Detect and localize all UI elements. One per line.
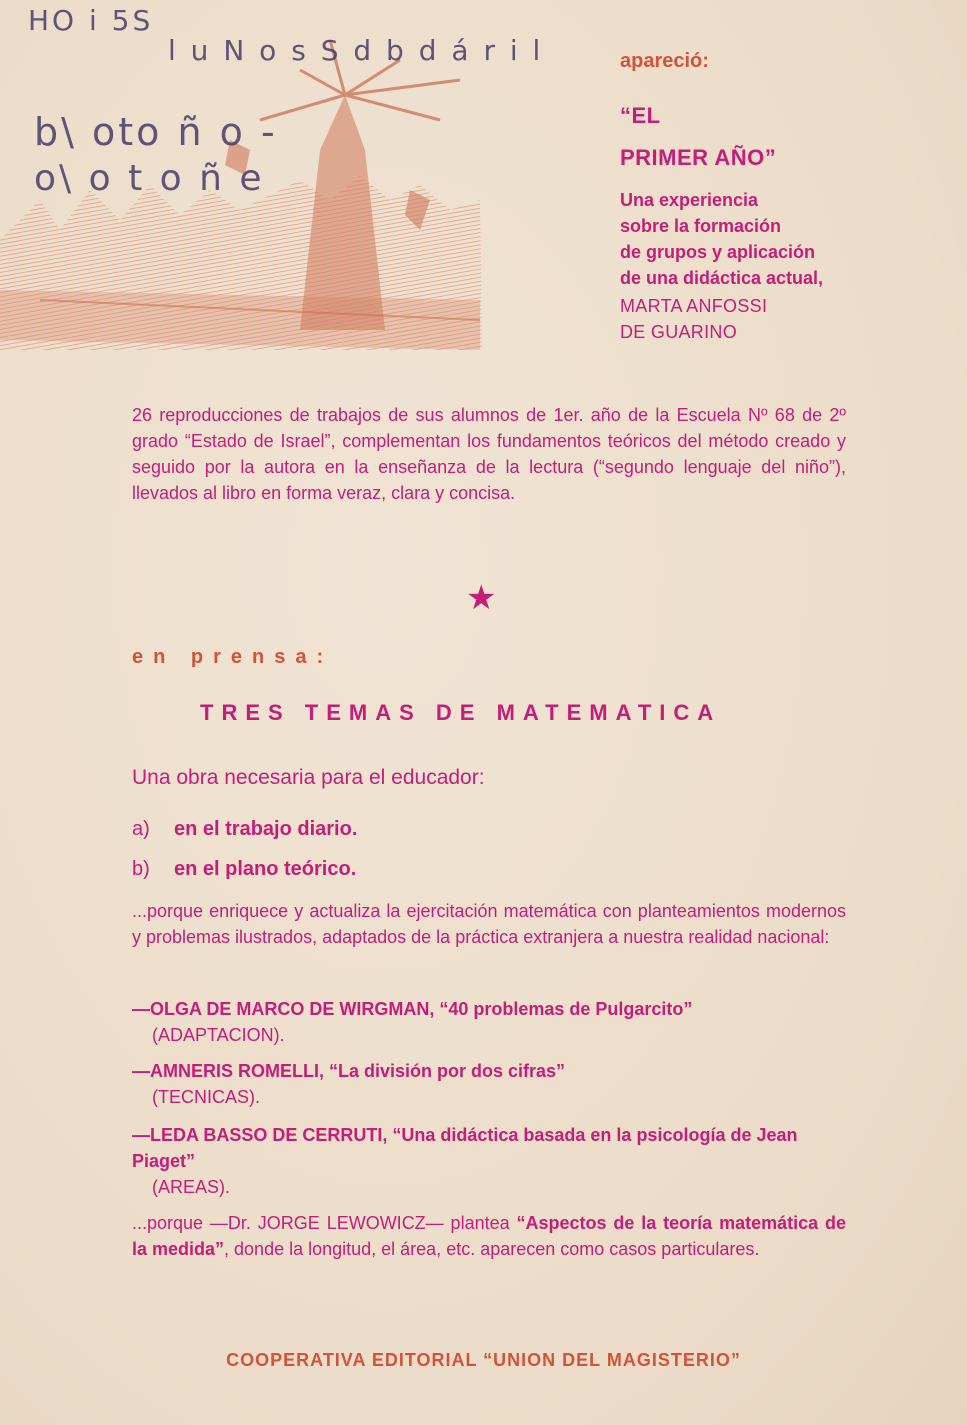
entry-heading: —LEDA BASSO DE CERRUTI, “Una didáctica basada en la psicología de Jean Piaget” [132,1125,798,1171]
publisher-name: COOPERATIVA EDITORIAL “UNION DEL MAGISTERIO” [226,1350,741,1370]
handwritten-note-3: b\ oto ñ o - [34,110,278,154]
entry-category: (TECNICAS). [152,1087,260,1107]
in-press-label: en prensa: [132,646,334,668]
author-entry [132,1058,846,1110]
entry-heading: —AMNERIS ROMELLI, “La división por dos cifras” [132,1061,566,1081]
measure-theory-paragraph [132,1210,846,1262]
description-line-4: de una didáctica actual, [620,267,824,288]
description-line-1: Una experiencia [620,189,759,210]
item-a-marker: a) [132,818,150,840]
book-description [620,187,950,291]
description-line-2: sobre la formación [620,215,782,236]
star-icon: ★ [466,579,497,617]
entry-category: (AREAS). [152,1177,231,1197]
enrichment-paragraph: ...porque enriquece y actualiza la ejercitación matemática con planteamientos modernos y problemas ilustrados, adaptados de la práctica extranjera a nuestra realidad nacional: [132,901,846,947]
reproductions-paragraph: 26 reproducciones de trabajos de sus alumnos de 1er. año de la Escuela Nº 68 de 2º grado “Estado de Israel”, complementan los fundamentos teóricos del método creado y seguido por la autora en la enseñanza de la lectura (“segundo lenguaje del niño”), llevados al libro en forma veraz, clara y concisa. [132,405,846,503]
para3-title: “Aspectos de la teoría matemática de la medida” [132,1213,847,1259]
handwritten-note-2: l u N o s S d b d á r i l [168,34,544,67]
math-book-title: TRES TEMAS DE MATEMATICA [200,700,722,725]
entry-heading: —OLGA DE MARCO DE WIRGMAN, “40 problemas de Pulgarcito” [132,999,693,1019]
list-item-b [132,858,356,881]
handwritten-note-1: HO i 5S [28,4,154,37]
para3-intro: ...porque —Dr. JORGE LEWOWICZ— plantea [132,1213,517,1233]
description-line-3: de grupos y aplicación [620,241,816,262]
item-a-text: en el trabajo diario. [174,818,358,840]
list-item-a [132,818,357,841]
appeared-label: apareció: [620,50,709,72]
book-author [620,293,950,345]
author-entry [132,1122,846,1200]
handwritten-note-4: o\ o t o ñ e [34,158,265,199]
first-year-announcement [620,50,950,345]
entry-category: (ADAPTACION). [152,1025,285,1045]
author-line-2: DE GUARINO [620,321,738,342]
item-b-text: en el plano teórico. [174,858,357,880]
book-title [620,95,950,179]
item-b-marker: b) [132,858,150,880]
book-title-line-2: PRIMER AÑO” [620,144,777,170]
book-title-line-1: “EL [620,103,661,128]
educator-intro: Una obra necesaria para el educador: [132,766,485,789]
author-entry [132,996,846,1048]
para3-rest: , donde la longitud, el área, etc. aparecen como casos particulares. [224,1239,760,1259]
author-line-1: MARTA ANFOSSI [620,295,768,316]
